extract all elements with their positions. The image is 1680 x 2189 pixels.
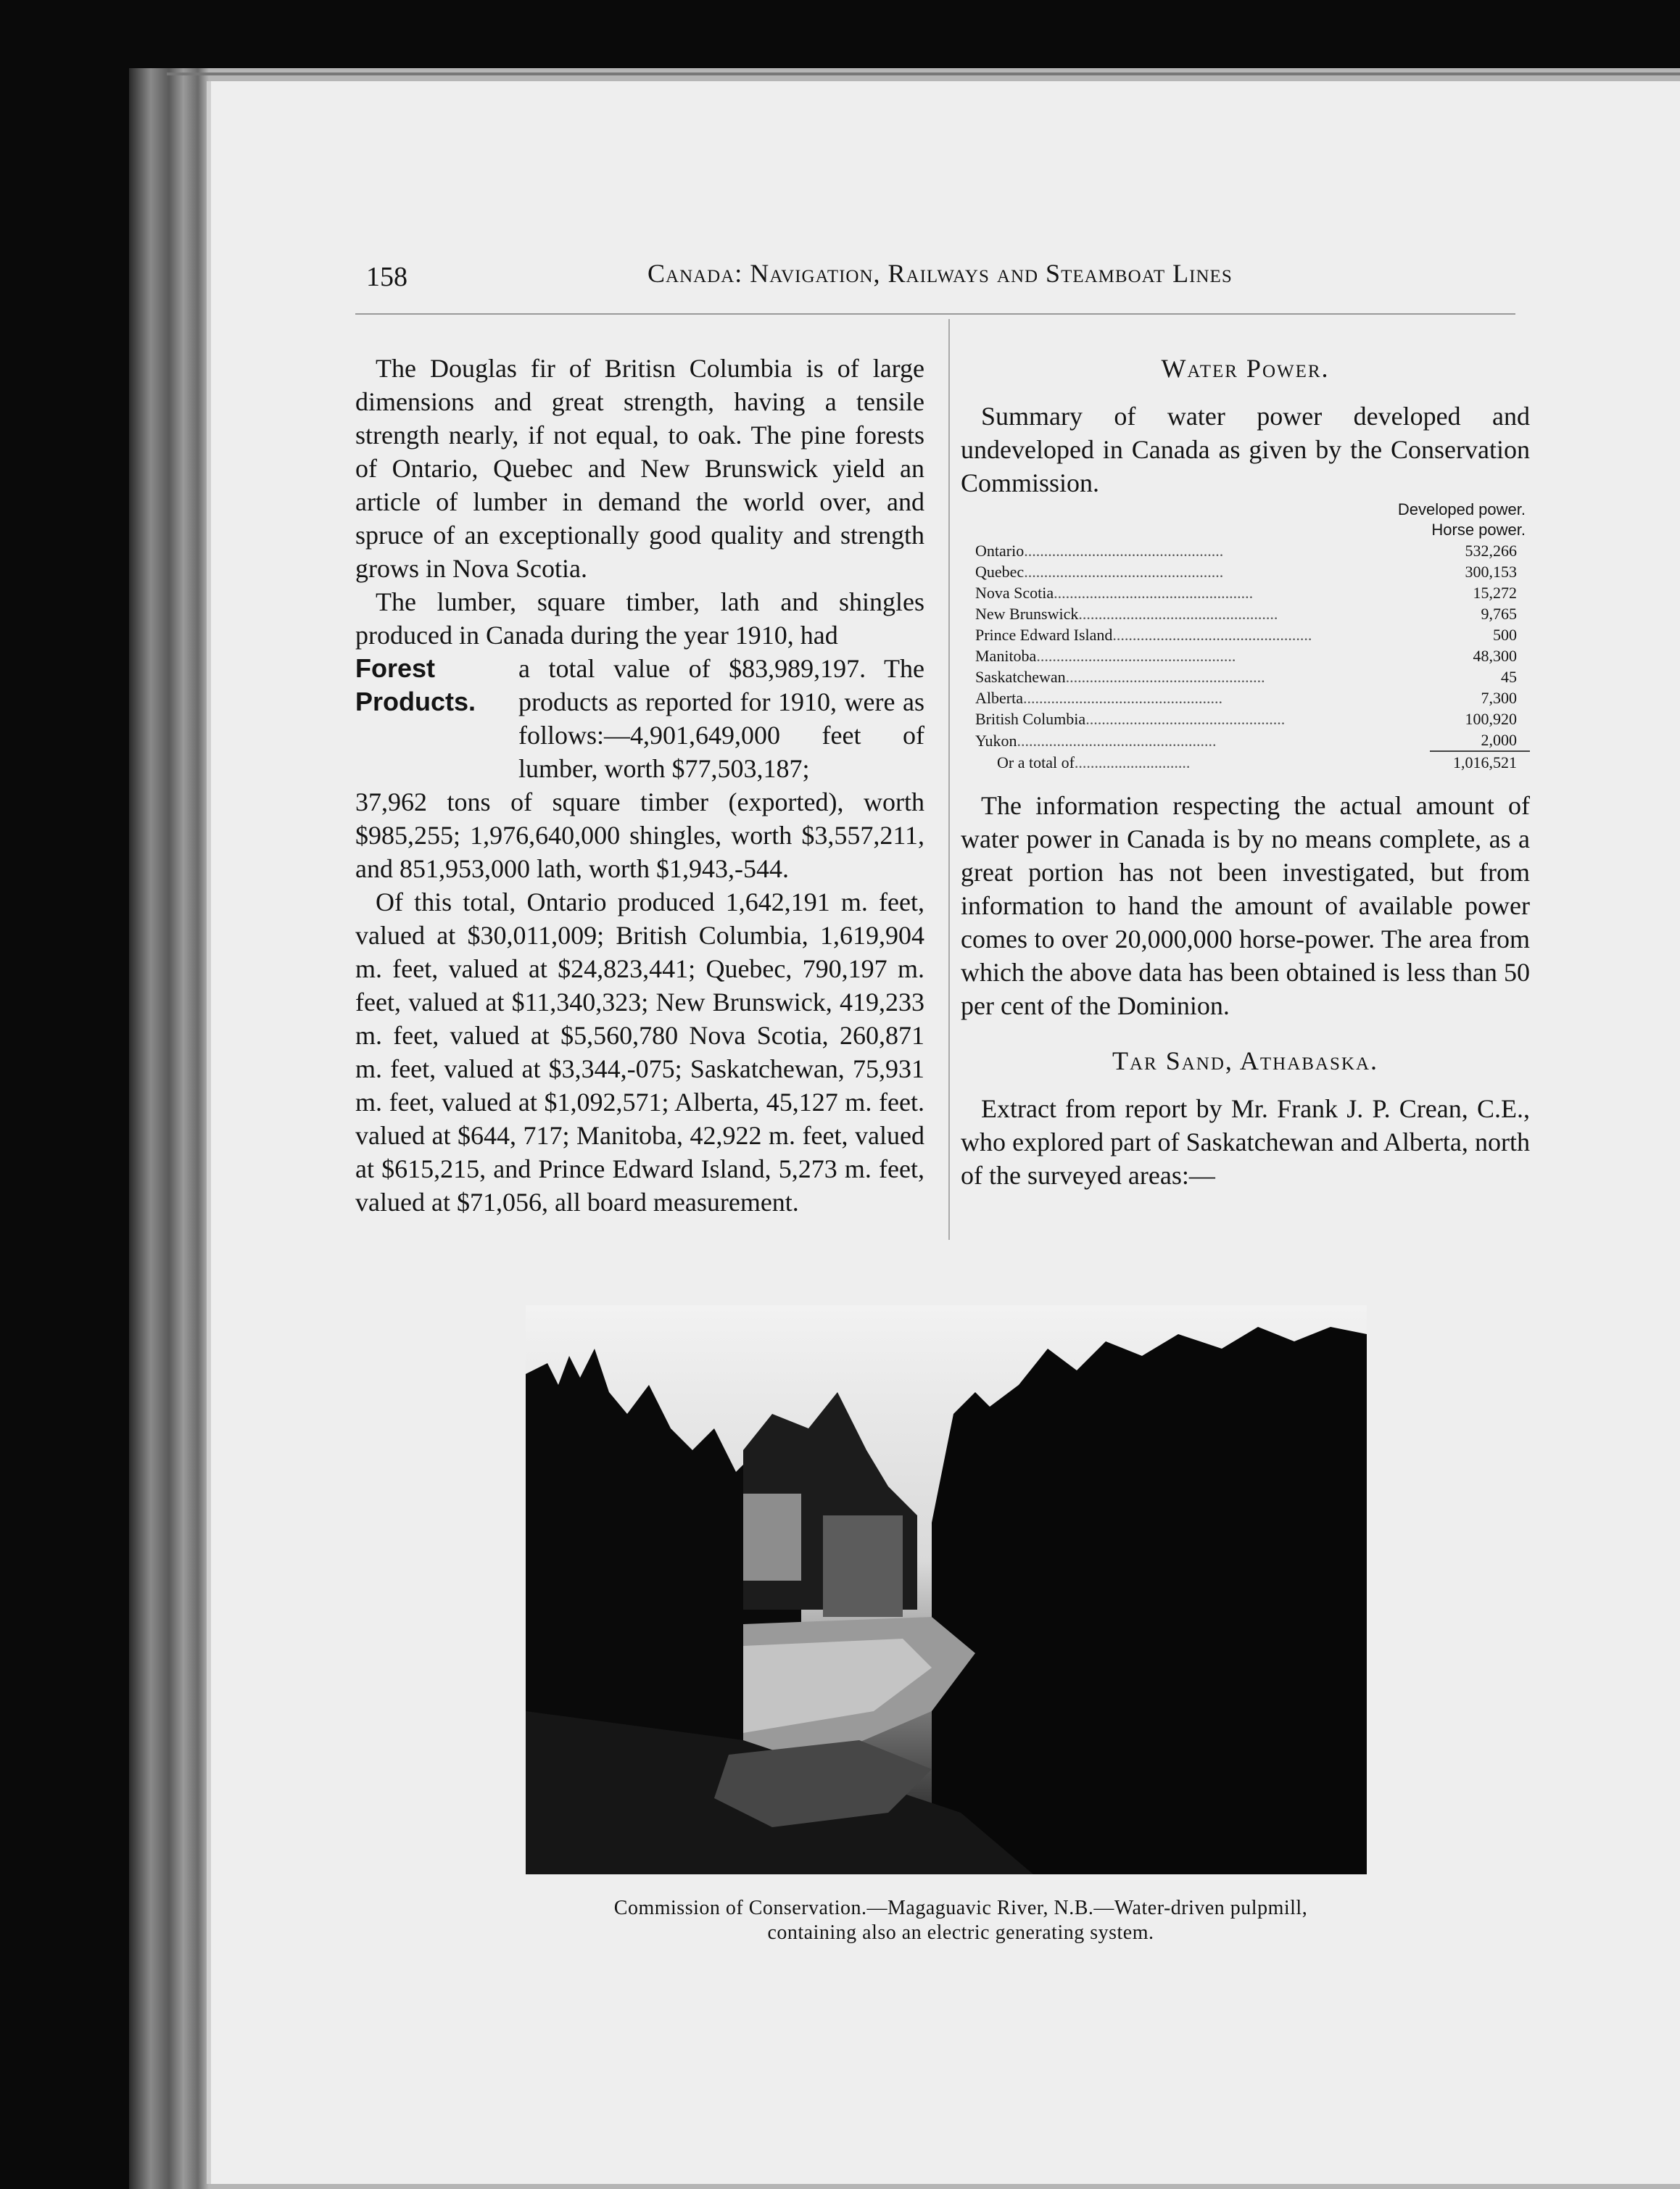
water-power-info-paragraph: The information respecting the actual amount of water power in Canada is by no means complete, as a great portion has not been investigated, but from information to hand the amount of available power comes to over 20,000,000 horse-power. The area from which the above data has been obtained is less than 50 per cent of the Dominion.	[961, 791, 1530, 1020]
pulpmill-photo-image	[526, 1305, 1367, 1874]
table-row	[961, 666, 1530, 687]
table-header-developed: Developed power.	[1397, 500, 1526, 518]
provincial-production-paragraph: Of this total, Ontario produced 1,642,191 m. feet, valued at $30,011,009; British Columbia, 1,619,904 m. feet, valued at $24,823,441; Quebec, 790,197 m. feet, valued at $11,340,323; New Brunswick, 419,233 m. feet, valued at $5,560,780 Nova Scotia, 260,871 m. feet, valued at $3,344,-075; Saskatchewan, 75,931 m. feet, valued at $1,092,571; Alberta, 45,127 m. feet. valued at $644, 717; Manitoba, 42,922 m. feet, valued at $615,215, and Prince Edward Island, 5,273 m. feet, valued at $71,056, all board measurement.	[355, 887, 924, 1217]
table-row	[961, 561, 1530, 582]
table-total-row	[961, 752, 1530, 773]
water-power-table	[961, 540, 1530, 773]
left-column	[355, 352, 924, 1219]
horse-power-value: 9,765	[1481, 605, 1517, 623]
table-row	[961, 687, 1530, 708]
province-name: Nova Scotia..................................................	[975, 584, 1254, 602]
horse-power-value: 15,272	[1473, 584, 1517, 602]
side-heading-forest-products	[355, 652, 508, 719]
pulpmill-photograph	[526, 1305, 1367, 1874]
water-power-title: Water Power.	[1161, 354, 1330, 383]
page-number: 158	[366, 262, 407, 292]
horse-power-value: 500	[1493, 626, 1517, 644]
douglas-fir-paragraph: The Douglas fir of Britisn Columbia is of large dimensions and great strength, having a tensile strength nearly, if not equal, to oak. The pine forests of Ontario, Quebec and New Brunswick yield an article of lumber in demand the world over, and spruce of an exceptionally good quality and strength grows in Nova Scotia.	[355, 354, 924, 583]
province-name: Prince Edward Island..................................................	[975, 626, 1312, 644]
province-name: British Columbia..................................................	[975, 710, 1286, 728]
side-heading-line-2: Products.	[355, 687, 476, 716]
horse-power-value: 532,266	[1465, 542, 1517, 560]
province-name: Saskatchewan..................................................	[975, 668, 1265, 686]
running-title: Canada: Navigation, Railways and Steamboat Lines	[647, 259, 1233, 288]
province-name: Yukon..................................................	[975, 731, 1217, 750]
book-edge-line	[167, 73, 1680, 75]
province-name: Manitoba..................................................	[975, 647, 1236, 665]
table-row	[961, 603, 1530, 624]
total-value: 1,016,521	[1453, 753, 1517, 771]
table-row	[961, 540, 1530, 561]
province-name: Quebec..................................................	[975, 563, 1224, 581]
column-divider	[948, 319, 950, 1240]
horse-power-value: 7,300	[1481, 689, 1517, 707]
lumber-paragraph-float: a total value of $83,989,197. The products as reported for 1910, were as follows:—4,901,649,000 feet of lumber, worth $77,503,187;	[518, 654, 924, 783]
table-row	[961, 645, 1530, 666]
province-name: Alberta..................................................	[975, 689, 1222, 707]
lumber-paragraph-rest: 37,962 tons of square timber (exported), worth $985,255; 1,976,640,000 shingles, worth $3,557,211, and 851,953,000 lath, worth $1,943,-544.	[355, 787, 924, 883]
side-heading-line-1: Forest	[355, 653, 436, 683]
header-rule	[355, 313, 1515, 315]
table-header-horsepower: Horse power.	[1431, 521, 1526, 539]
caption-line-1: Commission of Conservation.—Magaguavic River, N.B.—Water-driven pulpmill,	[613, 1897, 1308, 1919]
table-row	[961, 582, 1530, 603]
horse-power-value: 48,300	[1473, 647, 1517, 665]
table-row	[961, 708, 1530, 729]
table-row	[961, 624, 1530, 645]
horse-power-value: 45	[1501, 668, 1517, 686]
province-name: Ontario..................................................	[975, 542, 1224, 560]
horse-power-value: 100,920	[1465, 710, 1517, 728]
table-row	[961, 729, 1530, 751]
caption-line-2: containing also an electric generating system.	[767, 1921, 1154, 1944]
horse-power-value: 300,153	[1465, 563, 1517, 581]
right-column	[961, 352, 1530, 1192]
lumber-paragraph-intro: The lumber, square timber, lath and shingles produced in Canada during the year 1910, had	[355, 587, 924, 650]
water-power-intro: Summary of water power developed and undeveloped in Canada as given by the Conservation Commission.	[961, 402, 1530, 497]
tar-sand-paragraph: Extract from report by Mr. Frank J. P. Crean, C.E., who explored part of Saskatchewan and Alberta, north of the surveyed areas:—	[961, 1094, 1530, 1190]
horse-power-value: 2,000	[1481, 731, 1517, 749]
total-label: Or a total of.............................	[997, 753, 1191, 771]
province-name: New Brunswick..................................................	[975, 605, 1278, 623]
tar-sand-title: Tar Sand, Athabaska.	[1112, 1046, 1379, 1075]
forest-products-block	[355, 652, 924, 785]
figure-caption	[500, 1896, 1421, 1945]
